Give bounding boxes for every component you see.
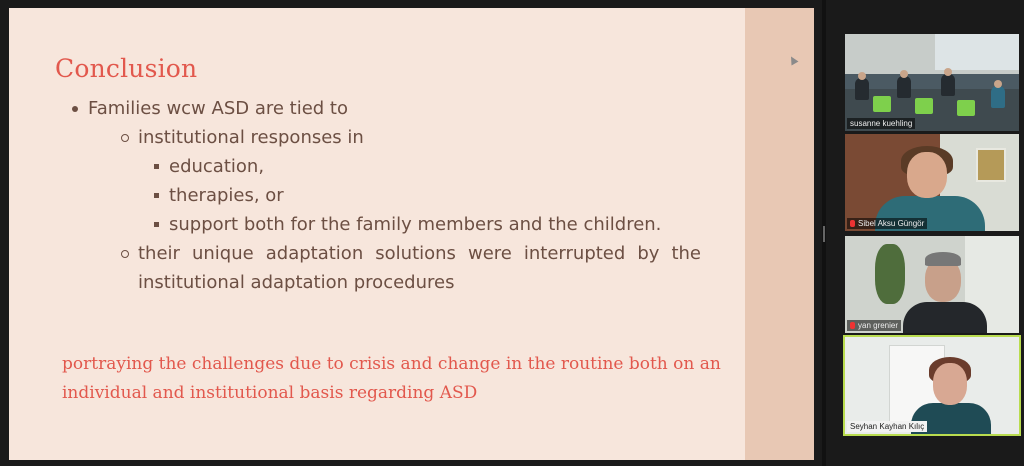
plant bbox=[875, 244, 905, 304]
sub-bullet-adaptation-solutions bbox=[121, 239, 701, 297]
participant-tile-susanne[interactable] bbox=[845, 34, 1019, 131]
participant-name: yan grenier bbox=[858, 321, 899, 330]
sub-sub-bullet-support: support both for the family members and the children. bbox=[154, 210, 701, 239]
sub-bullet-institutional-responses: institutional responses in bbox=[121, 123, 701, 152]
slide-footer-statement: portraying the challenges due to crisis and change in the routine both on an individual and institutional basis regarding ASD bbox=[62, 354, 721, 403]
mic-muted-icon bbox=[850, 220, 855, 227]
sub-sub-bullet-therapies: therapies, or bbox=[154, 181, 701, 210]
adaptation-line-2: institutional adaptation procedures bbox=[138, 272, 455, 293]
mic-muted-icon bbox=[850, 322, 855, 329]
participant-name: susanne kuehling bbox=[847, 118, 915, 129]
participant-tile-yan[interactable] bbox=[845, 236, 1019, 333]
participant-tile-sibel[interactable] bbox=[845, 134, 1019, 231]
participant-name: Sibel Aksu Güngör bbox=[858, 219, 925, 228]
sub-sub-bullet-education: education, bbox=[154, 152, 701, 181]
participant-tile-seyhan[interactable] bbox=[843, 335, 1021, 436]
wall-picture bbox=[976, 148, 1006, 182]
slide-bullets bbox=[69, 94, 701, 297]
presentation-slide bbox=[9, 8, 814, 460]
splitter-grip-icon[interactable] bbox=[823, 226, 825, 242]
adaptation-line-1: their unique adaptation solutions were interrupted by the bbox=[138, 243, 701, 264]
participant-name: Seyhan Kayhan Kılıç bbox=[847, 421, 927, 432]
bullet-families: Families wcw ASD are tied to bbox=[69, 94, 701, 123]
slide-side-band bbox=[745, 8, 814, 460]
slide-title: Conclusion bbox=[55, 54, 198, 83]
